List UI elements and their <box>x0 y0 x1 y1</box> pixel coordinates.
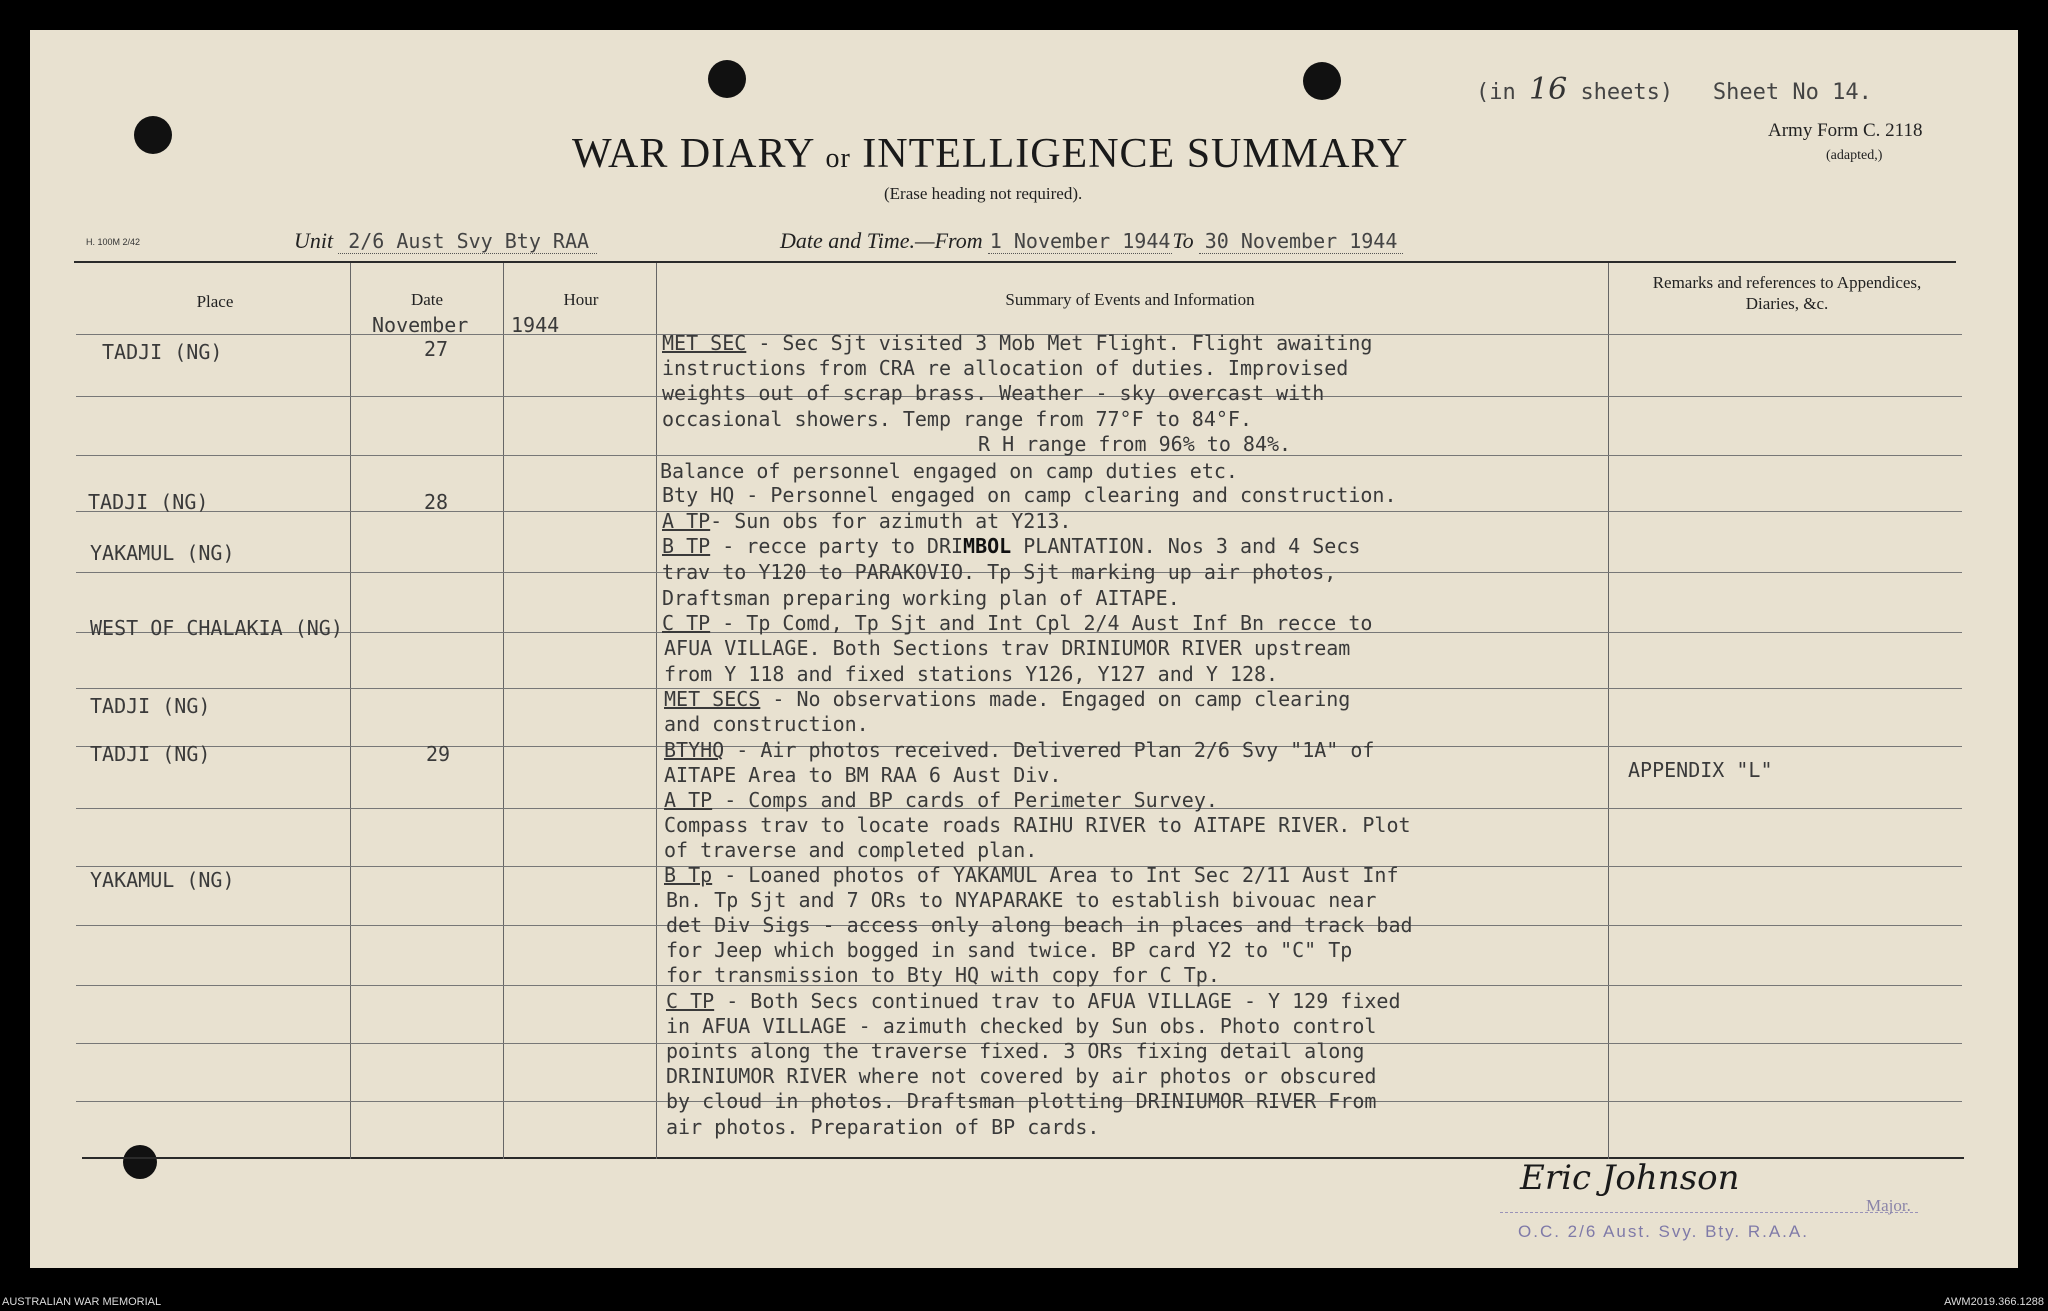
signature-rank: Major. <box>1866 1196 1911 1215</box>
summary-line: Bn. Tp Sjt and 7 ORs to NYAPARAKE to establish bivouac near <box>666 888 1377 912</box>
month-label: November <box>372 313 469 337</box>
place-cell: YAKAMUL (NG) <box>90 541 235 565</box>
date-cell: 28 <box>424 490 449 514</box>
summary-line: instructions from CRA re allocation of duties. Improvised <box>662 356 1349 380</box>
place-cell: TADJI (NG) <box>88 490 209 514</box>
summary-line: MET SECS - No observations made. Engaged on camp clearing <box>664 687 1351 711</box>
table-top-rule <box>74 261 1956 263</box>
punch-hole <box>1303 62 1341 100</box>
summary-line: for transmission to Bty HQ with copy for C Tp. <box>666 963 1220 987</box>
summary-line: B Tp - Loaned photos of YAKAMUL Area to Int Sec 2/11 Aust Inf <box>664 863 1399 887</box>
column-divider <box>503 263 504 1159</box>
summary-line: and construction. <box>664 712 869 736</box>
summary-line: trav to Y120 to PARAKOVIO. Tp Sjt marking up air photos, <box>662 560 1337 584</box>
remarks-cell: APPENDIX "L" <box>1628 758 1773 782</box>
summary-line: C TP - Tp Comd, Tp Sjt and Int Cpl 2/4 Aust Inf Bn recce to <box>662 611 1373 635</box>
date-cell: 27 <box>424 337 449 361</box>
summary-line: A TP- Sun obs for azimuth at Y213. <box>662 509 1072 533</box>
place-cell: TADJI (NG) <box>90 694 211 718</box>
summary-line: BTYHQ - Air photos received. Delivered Plan 2/6 Svy "1A" of <box>664 738 1375 762</box>
summary-line: A TP - Comps and BP cards of Perimeter Survey. <box>664 788 1218 812</box>
signature-line <box>1500 1212 1918 1214</box>
summary-line: in AFUA VILLAGE - azimuth checked by Sun obs. Photo control <box>666 1014 1377 1038</box>
summary-line: R H range from 96% to 84%. <box>978 432 1292 456</box>
year-label: 1944 <box>511 313 560 337</box>
column-divider <box>656 263 657 1159</box>
column-header-summary: Summary of Events and Information <box>1005 290 1255 309</box>
unit-field: Unit 2/6 Aust Svy Bty RAA <box>294 228 597 254</box>
summary-line: occasional showers. Temp range from 77°F to 84°F. <box>662 407 1253 431</box>
column-header-remarks: Remarks and references to Appendices, Diaries, &c. <box>1652 273 1922 313</box>
date-range-field: Date and Time.—From 1 November 1944To 30 November 1944 <box>780 228 1403 254</box>
sheet-count: (in 16 sheets) Sheet No 14. <box>1476 72 1872 107</box>
summary-line: by cloud in photos. Draftsman plotting DRINIUMOR RIVER From <box>666 1089 1377 1113</box>
signature: Eric Johnson <box>1520 1158 1740 1198</box>
summary-line: Draftsman preparing working plan of AITAPE. <box>662 586 1180 610</box>
place-cell: WEST OF CHALAKIA (NG) <box>90 616 343 640</box>
army-form-number: Army Form C. 2118 <box>1768 120 1923 141</box>
form-code: H. 100M 2/42 <box>86 237 141 247</box>
place-cell: TADJI (NG) <box>102 340 223 364</box>
footer-institution: AUSTRALIAN WAR MEMORIAL <box>2 1296 162 1308</box>
summary-line: AITAPE Area to BM RAA 6 Aust Div. <box>664 763 1062 787</box>
summary-line: of traverse and completed plan. <box>664 838 1038 862</box>
column-header-date: Date <box>410 290 444 309</box>
summary-line: weights out of scrap brass. Weather - sky overcast with <box>662 381 1325 405</box>
summary-line: MET SEC - Sec Sjt visited 3 Mob Met Flight. Flight awaiting <box>662 331 1373 355</box>
summary-line: for Jeep which bogged in sand twice. BP card Y2 to "C" Tp <box>666 938 1353 962</box>
summary-line: C TP - Both Secs continued trav to AFUA VILLAGE - Y 129 fixed <box>666 989 1401 1013</box>
column-header-place: Place <box>196 292 234 311</box>
summary-line: B TP - recce party to DRIMBOL PLANTATION. Nos 3 and 4 Secs <box>662 534 1361 558</box>
date-cell: 29 <box>426 742 451 766</box>
summary-line: det Div Sigs - access only along beach in places and track bad <box>666 913 1413 937</box>
summary-line: Bty HQ - Personnel engaged on camp clearing and construction. <box>662 483 1397 507</box>
summary-line: Balance of personnel engaged on camp duties etc. <box>660 459 1238 483</box>
punch-hole <box>708 60 746 98</box>
army-form-adapted: (adapted,) <box>1826 148 1883 163</box>
summary-line: points along the traverse fixed. 3 ORs fixing detail along <box>666 1039 1365 1063</box>
column-divider <box>1608 263 1609 1159</box>
place-cell: YAKAMUL (NG) <box>90 868 235 892</box>
punch-hole <box>123 1145 157 1179</box>
page-title: WAR DIARY or INTELLIGENCE SUMMARY <box>572 131 1409 177</box>
punch-hole <box>134 116 172 154</box>
column-header-hour: Hour <box>563 290 599 309</box>
erase-note: (Erase heading not required). <box>884 184 1083 203</box>
summary-line: air photos. Preparation of BP cards. <box>666 1115 1100 1139</box>
summary-line: Compass trav to locate roads RAIHU RIVER to AITAPE RIVER. Plot <box>664 813 1411 837</box>
summary-line: AFUA VILLAGE. Both Sections trav DRINIUMOR RIVER upstream <box>664 636 1351 660</box>
place-cell: TADJI (NG) <box>90 742 211 766</box>
footer-accession: AWM2019.366.1288 <box>1944 1296 2044 1308</box>
summary-line: from Y 118 and fixed stations Y126, Y127 and Y 128. <box>664 662 1279 686</box>
summary-line: DRINIUMOR RIVER where not covered by air photos or obscured <box>666 1064 1377 1088</box>
sheet-number: Sheet No 14. <box>1712 80 1872 105</box>
signature-stamp: O.C. 2/6 Aust. Svy. Bty. R.A.A. <box>1518 1222 1809 1241</box>
column-divider <box>350 263 351 1159</box>
